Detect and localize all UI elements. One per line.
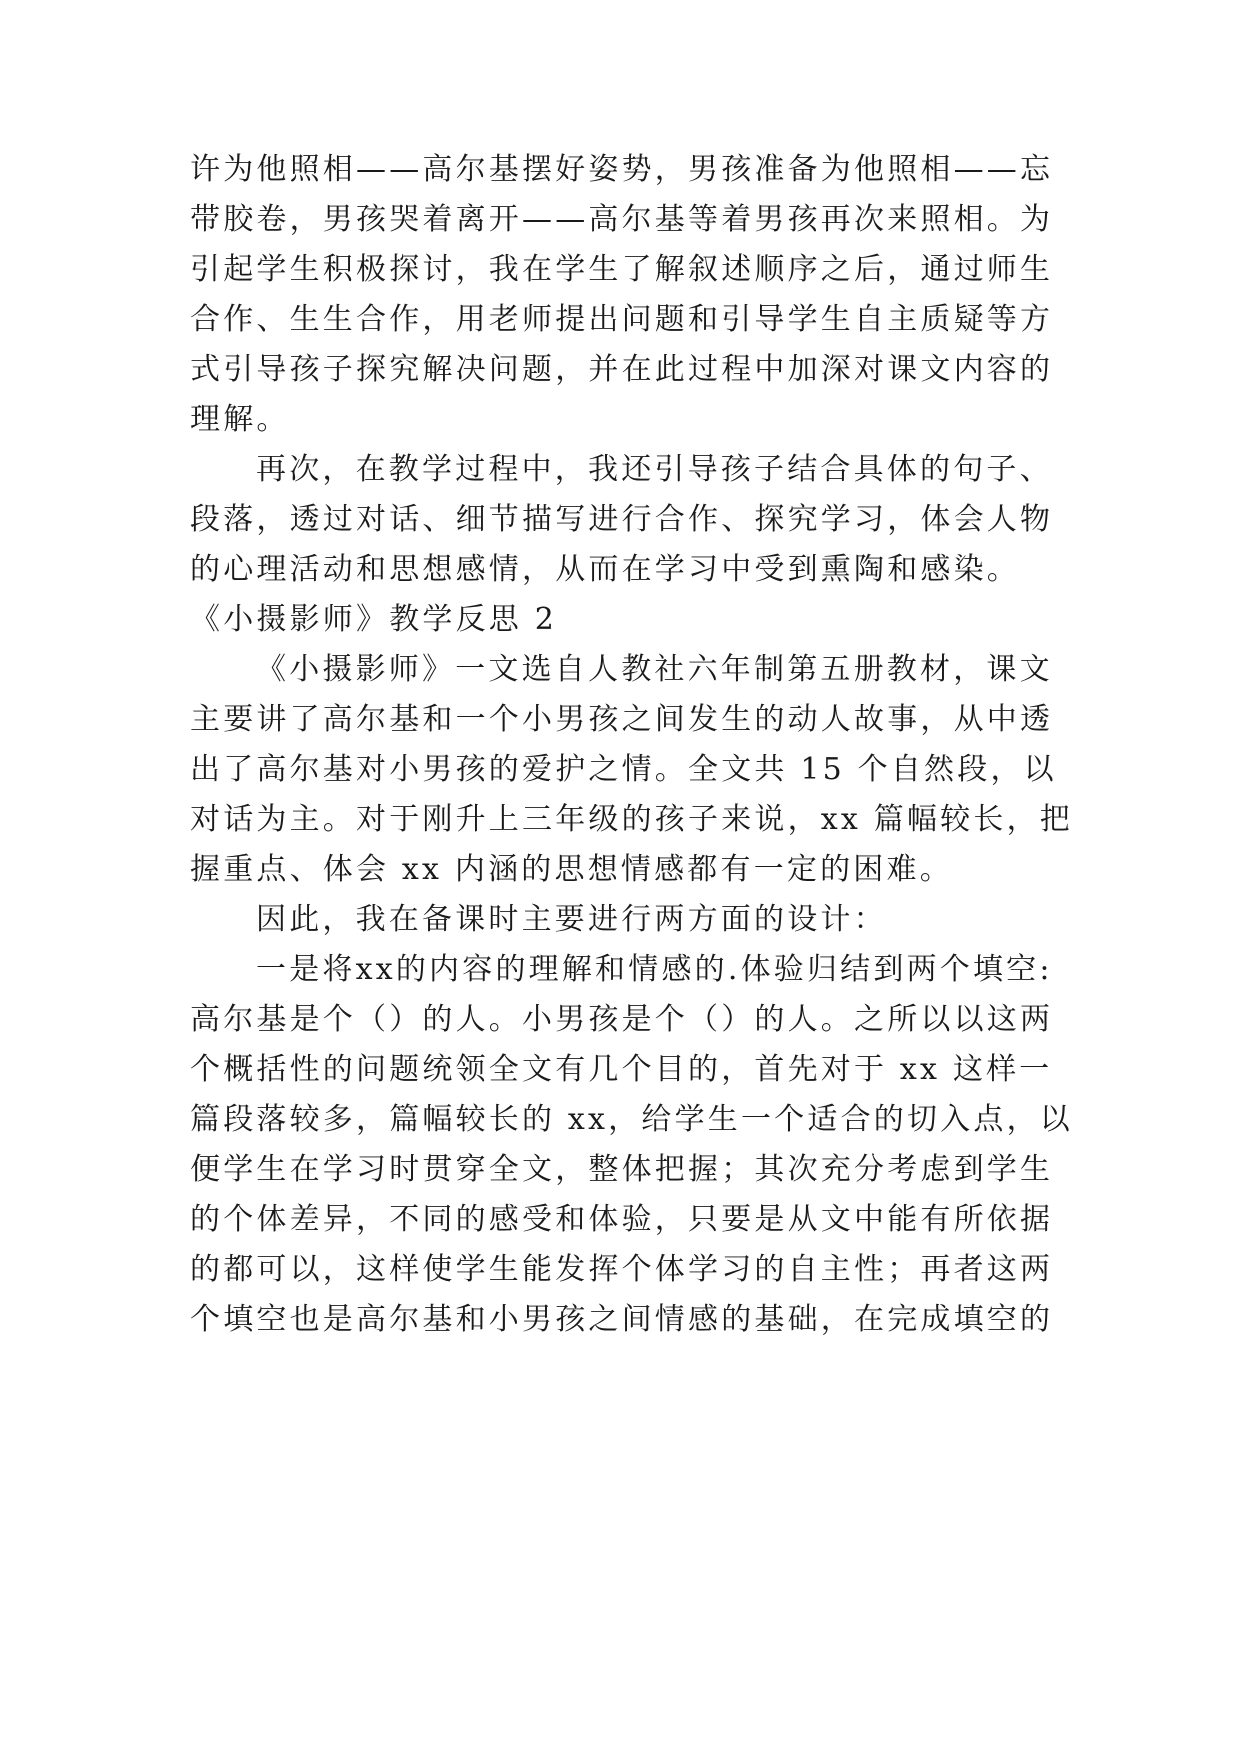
paragraph-line: 再次，在教学过程中，我还引导孩子结合具体的句子、 — [256, 452, 1053, 487]
section-heading: 《小摄影师》教学反思 2 — [190, 602, 558, 637]
paragraph-line: 个概括性的问题统领全文有几个目的，首先对于 xx 这样一 — [190, 1052, 1053, 1087]
paragraph-line: 《小摄影师》一文选自人教社六年制第五册教材，课文 — [256, 652, 1053, 687]
paragraph-line: 出了高尔基对小男孩的爱护之情。全文共 15 个自然段，以 — [190, 752, 1057, 787]
paragraph-line: 合作、生生合作，用老师提出问题和引导学生自主质疑等方 — [190, 302, 1054, 337]
paragraph-line: 个填空也是高尔基和小男孩之间情感的基础，在完成填空的 — [190, 1302, 1054, 1337]
paragraph-line: 便学生在学习时贯穿全文，整体把握；其次充分考虑到学生 — [190, 1152, 1054, 1187]
paragraph-line: 式引导孩子探究解决问题，并在此过程中加深对课文内容的 — [190, 352, 1054, 387]
paragraph-line: 理解。 — [190, 402, 290, 437]
paragraph-line: 高尔基是个（）的人。小男孩是个（）的人。之所以以这两 — [190, 1002, 1054, 1037]
paragraph-line: 的都可以，这样使学生能发挥个体学习的自主性；再者这两 — [190, 1252, 1054, 1287]
paragraph-line: 因此，我在备课时主要进行两方面的设计： — [256, 902, 887, 937]
paragraph-line: 一是将xx的内容的理解和情感的.体验归结到两个填空: — [256, 952, 1053, 987]
paragraph-line: 引起学生积极探讨，我在学生了解叙述顺序之后，通过师生 — [190, 252, 1054, 287]
paragraph-line: 带胶卷，男孩哭着离开——高尔基等着男孩再次来照相。为 — [190, 202, 1054, 237]
paragraph-line: 段落，透过对话、细节描写进行合作、探究学习，体会人物 — [190, 502, 1054, 537]
paragraph-line: 主要讲了高尔基和一个小男孩之间发生的动人故事，从中透 — [190, 702, 1054, 737]
paragraph-line: 对话为主。对于刚升上三年级的孩子来说，xx 篇幅较长，把 — [190, 802, 1073, 837]
document-body — [190, 145, 1090, 1345]
paragraph-line: 许为他照相——高尔基摆好姿势，男孩准备为他照相——忘 — [190, 152, 1054, 187]
paragraph-line: 篇段落较多，篇幅较长的 xx，给学生一个适合的切入点，以 — [190, 1102, 1073, 1137]
paragraph-line: 的个体差异，不同的感受和体验，只要是从文中能有所依据 — [190, 1202, 1054, 1237]
paragraph-line: 的心理活动和思想感情，从而在学习中受到熏陶和感染。 — [190, 552, 1020, 587]
paragraph-line: 握重点、体会 xx 内涵的思想情感都有一定的困难。 — [190, 852, 953, 887]
